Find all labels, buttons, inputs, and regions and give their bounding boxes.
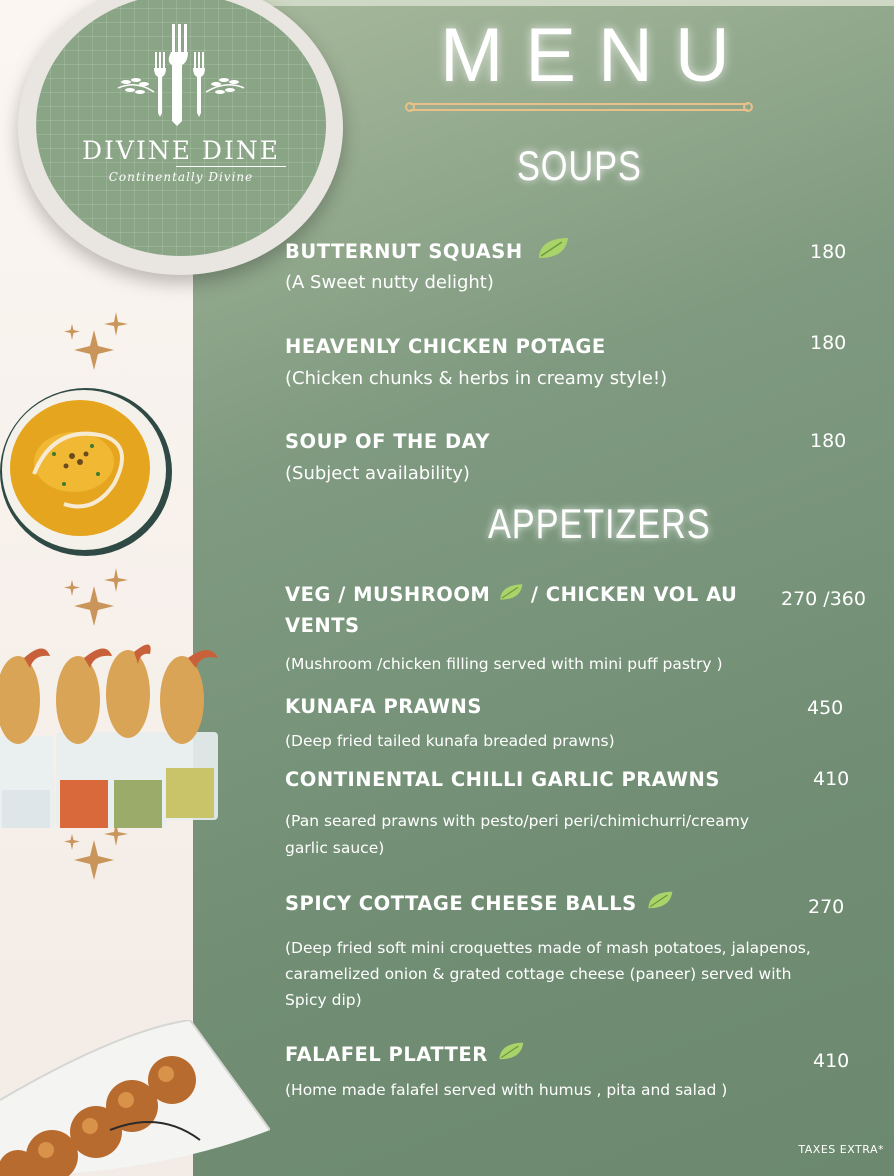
menu-title: MENU [440, 13, 752, 98]
menu-item-name: CONTINENTAL CHILLI GARLIC PRAWNS [285, 768, 720, 791]
fork-icon [116, 22, 246, 132]
leaf-icon [536, 236, 570, 269]
menu-item-desc: (Deep fried tailed kunafa breaded prawns) [285, 732, 615, 750]
menu-item-price: 180 [810, 430, 847, 452]
menu-item-desc: caramelized onion & grated cottage cheese (paneer) served with [285, 965, 792, 983]
menu-item-desc: (A Sweet nutty delight) [285, 272, 494, 293]
sparkle-icon [60, 310, 140, 380]
menu-item-price: 270 /360 [781, 588, 866, 610]
item-name-text: SPICY COTTAGE CHEESE BALLS [285, 892, 637, 915]
item-name-text: / CHICKEN VOL AU [523, 583, 738, 606]
section-appetizers: APPETIZERS [488, 500, 711, 547]
brand-logo [36, 0, 326, 256]
menu-item-name [285, 236, 570, 269]
falafel-platter-image [0, 1020, 270, 1176]
menu-item-desc: (Subject availability) [285, 463, 470, 484]
menu-item-desc: (Pan seared prawns with pesto/peri peri/chimichurri/creamy [285, 812, 749, 830]
soup-bowl-image [0, 384, 172, 556]
menu-item-price: 410 [813, 1050, 850, 1072]
item-name-text: BUTTERNUT SQUASH [285, 240, 523, 263]
sparkle-icon [60, 566, 140, 636]
menu-item-price: 450 [807, 697, 844, 719]
item-name-text: FALAFEL PLATTER [285, 1043, 488, 1066]
menu-item-price: 180 [810, 241, 847, 263]
menu-item-desc: garlic sauce) [285, 839, 385, 857]
menu-item-price: 410 [813, 768, 850, 790]
menu-item-price: 270 [808, 896, 845, 918]
menu-item-name: SOUP OF THE DAY [285, 430, 490, 453]
panel-top-edge [193, 0, 894, 6]
section-soups: SOUPS [517, 142, 642, 189]
menu-item-name [285, 580, 755, 641]
menu-item-price: 180 [810, 332, 847, 354]
brand-tagline: Continentally Divine [108, 170, 254, 184]
taxes-note: TAXES EXTRA* [798, 1143, 884, 1156]
menu-item-name: KUNAFA PRAWNS [285, 695, 482, 718]
menu-item-desc: (Mushroom /chicken filling served with mini puff pastry ) [285, 655, 723, 673]
menu-item-name [285, 1040, 525, 1071]
menu-item-name [285, 889, 674, 920]
menu-item-desc: (Deep fried soft mini croquettes made of mash potatoes, jalapenos, [285, 939, 811, 957]
prawns-image [0, 640, 226, 840]
menu-item-name: HEAVENLY CHICKEN POTAGE [285, 335, 606, 358]
brand-name: DIVINE DINE [82, 136, 280, 165]
leaf-icon [497, 1040, 525, 1071]
menu-item-desc: (Chicken chunks & herbs in creamy style!) [285, 368, 668, 389]
leaf-icon [646, 889, 674, 920]
menu-item-desc: (Home made falafel served with humus , pita and salad ) [285, 1081, 728, 1099]
brand-rule [176, 166, 286, 167]
item-name-text: VENTS [285, 613, 360, 637]
title-divider [404, 100, 754, 114]
leaf-icon [498, 581, 524, 611]
menu-item-desc: Spicy dip) [285, 991, 362, 1009]
item-name-text: VEG / MUSHROOM [285, 583, 498, 606]
